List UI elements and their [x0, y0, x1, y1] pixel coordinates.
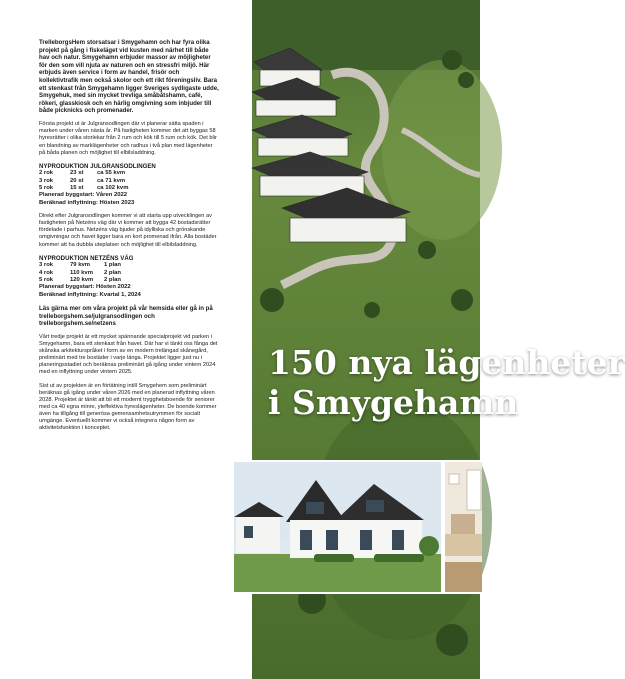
headline-line-2: i Smygehamn [268, 383, 519, 422]
move-in-date: Beräknad inflyttning: Hösten 2023 [39, 199, 135, 206]
size: ca 55 kvm [97, 170, 126, 177]
fourth-project-paragraph: Sist ut av projekten är en förtätning intill Smygehem som preliminärt beräknas gå igång under våren 2026 med en planerad inflyttning våren 2028. Projektet är tänkt att bli ett modernt trygghetsboende för seniorer med ca 40 egna minre, yteffektiva hyreslägenheter. De boende kommer även ha tillgång till generösa gemensamhetsutrymmen för socialt umgänge. Eventuellt kommer vi också integrera någon form av aktivitetsfunktion i konceptet. [39, 382, 217, 432]
size: 110 kvm [70, 269, 93, 276]
size: 120 kvm [70, 276, 94, 283]
apartment-row [39, 270, 219, 277]
rooms: 5 rok [39, 276, 54, 283]
julgransodlingen-paragraph: Första projekt ut är Julgransodlingen där vi planerar sätta spaden i marken under våren nästa år. På fastigheten kommer det att byggas 58 hyresrätter i olika storlekar från 2 rum och kök till 5 rum och kök. Det blir en blandning av marklägenheter och radhus i två plan med lägenheter på båda planen och möjlighet till elbilsladdning. [39, 121, 217, 156]
size: 79 kvm [70, 262, 90, 269]
move-in-date: Beräknad inflyttning: Kvartal 1, 2024 [39, 291, 141, 298]
apartment-row [39, 277, 219, 284]
intro-paragraph: TrelleborgsHem storsatsar i Smygehamn och har fyra olika projekt på gång i fiskeläget vid kusten med närhet till både hav och natur. Smygehamn erbjuder massor av möjligheter för den som vill njuta av naturen och en stressfri miljö. Här erbjuds även service i form av handel, frisör och kollektivtrafik men också skolor och ett rikt föreningsliv. Bara ett stenkast från Smygehamn ligger Sveriges sydligaste udde, Smygehuk, med sin mycket trevliga småbåtshamn, café, rökeri, glasskiosk och en härlig omgivning som inbjuder till både picknicks och promenader. [39, 39, 219, 115]
floors: 2 plan [104, 269, 122, 276]
count: 15 st [70, 185, 84, 191]
interior-render-photo [443, 460, 482, 594]
rooms: 5 rok [39, 185, 54, 191]
netzens-facts [39, 255, 219, 299]
exterior-render-photo [232, 460, 443, 594]
count: 20 st [70, 177, 84, 184]
netzens-heading: NYPRODUKTION NETZÉNS VÄG [39, 254, 134, 262]
planned-start: Planerad byggstart: Våren 2022 [39, 192, 128, 199]
article-column [39, 39, 219, 439]
rooms: 2 rok [39, 170, 54, 177]
apartment-row [39, 178, 219, 185]
apartment-row [39, 170, 219, 177]
size: ca 102 kvm [97, 185, 129, 191]
julgransodlingen-facts [39, 163, 219, 207]
netzens-paragraph: Direkt efter Julgransodlingen kommer vi att starta upp utvecklingen av fastigheten på Netzéns väg där vi kommer att bygga 42 bostadsrätter fördelade i parhus. Netzéns väg bjuder på idylliska och grönskande omgivningar och havet ligger bara en kort promenad ifrån. Alla bostäder kommer att ha dubbla uteplatser och möjlighet till elbilsladdning. [39, 213, 217, 248]
floors: 1 plan [104, 262, 122, 269]
size: ca 71 kvm [97, 177, 126, 184]
website-links-paragraph: Läs gärna mer om våra projekt på vår hemsida eller gå in på trelleborgshem.se/julgransodlingen och trelleborgshem.se/netzens [39, 305, 213, 328]
planned-start: Planerad byggstart: Hösten 2022 [39, 284, 131, 291]
julgransodlingen-heading: NYPRODUKTION JULGRANSODLINGEN [39, 163, 156, 170]
interior-illustration [445, 462, 482, 592]
third-project-paragraph: Vårt tredje projekt är ett mycket spännande specialprojekt vid parken i Smygehamn, bara ett stenkast från havet. Där har vi tänkt oss fånga det skånska arkitekturspråket i form av en modern trelängad skånegård, preliminärt med tre bostäder i varje länga. Projektet ligger just nu i planeringsstadiet och beräknas preliminärt gå igång under vintern 2024 med en inflyttning under vintern 2025. [39, 333, 218, 376]
headline-line-1: 150 nya lägenheter [268, 343, 625, 382]
floors: 2 plan [104, 276, 122, 283]
rooms: 4 rok [39, 269, 54, 276]
row-houses-illustration [234, 462, 441, 592]
rooms: 3 rok [39, 262, 54, 269]
rooms: 3 rok [39, 177, 54, 184]
count: 23 st [70, 170, 84, 177]
house-row-3 [252, 115, 352, 156]
headline [268, 343, 625, 423]
apartment-row [39, 262, 219, 269]
